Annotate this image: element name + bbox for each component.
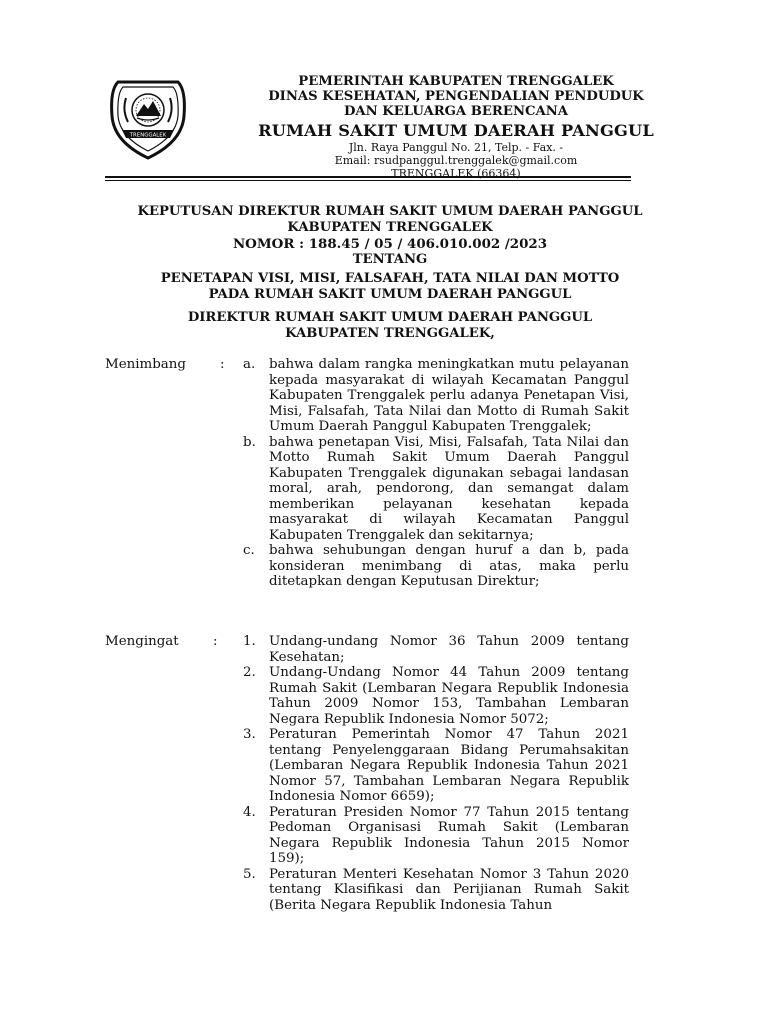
list-item-text: bahwa dalam rangka meningkatkan mutu pelayanan kepada masyarakat di wilayah Kecamatan Panggul Kabupaten Trenggalek perlu adanya Penetapan Visi, Misi, Falsafah, Tata Nilai dan Motto di Rumah Sakit Umum Daerah Panggul Kabupaten Trenggalek; xyxy=(269,357,629,434)
svg-text:TRENGGALEK: TRENGGALEK xyxy=(129,132,167,139)
list-item xyxy=(243,867,629,914)
decree-title-line2: KABUPATEN TRENGGALEK xyxy=(287,220,493,235)
menimbang-label: Menimbang xyxy=(105,357,186,372)
letterhead-address: Jln. Raya Panggul No. 21, Telp. - Fax. - xyxy=(348,141,564,154)
letterhead-department-cont: DAN KELUARGA BERENCANA xyxy=(343,104,569,119)
list-item-text: Peraturan Pemerintah Nomor 47 Tahun 2021 tentang Penyelenggaraan Bidang Perumahsakitan (Lembaran Negara Republik Indonesia Tahun 2021 Nomor 57, Tambahan Lembaran Negara Republik Indonesia Nomor 6659); xyxy=(269,727,629,804)
list-item-text: Undang-undang Nomor 36 Tahun 2009 tentang Kesehatan; xyxy=(269,634,629,665)
list-item-text: Peraturan Presiden Nomor 77 Tahun 2015 tentang Pedoman Organisasi Rumah Sakit (Lembaran Negara Republik Indonesia Tahun 2015 Nomor 159); xyxy=(269,804,629,866)
decree-number: NOMOR : 188.45 / 05 / 406.010.002 /2023 xyxy=(232,236,548,252)
letterhead-divider-thin xyxy=(105,180,631,181)
list-marker: 4. xyxy=(243,804,256,820)
letterhead-email: Email: rsudpanggul.trenggalek@gmail.com xyxy=(334,154,578,167)
director-heading-line1: DIREKTUR RUMAH SAKIT UMUM DAERAH PANGGUL xyxy=(187,310,593,325)
list-marker: a. xyxy=(243,357,256,372)
letterhead-city: TRENGGALEK (66364) xyxy=(391,167,521,180)
menimbang-colon: : xyxy=(220,357,225,372)
mengingat-label: Mengingat xyxy=(105,634,179,649)
director-heading xyxy=(110,310,670,342)
decree-subject-line1: PENETAPAN VISI, MISI, FALSAFAH, TATA NILAI DAN MOTTO xyxy=(160,271,620,286)
list-item-text: bahwa penetapan Visi, Misi, Falsafah, Tata Nilai dan Motto Rumah Sakit Umum Daerah Panggul Kabupaten Trenggalek digunakan sebagai landasan moral, arah, pendorong, dan semangat dalam memberikan pelayanan kesehatan kepada masyarakat di wilayah Kecamatan Panggul Kabupaten Trenggalek dan sekitarnya; xyxy=(269,434,629,543)
letterhead-divider-thick xyxy=(105,176,631,178)
list-marker: c. xyxy=(243,543,255,558)
list-item xyxy=(243,805,629,867)
list-item-text: Peraturan Menteri Kesehatan Nomor 3 Tahun 2020 tentang Klasifikasi dan Perijianan Rumah Sakit (Berita Negara Republik Indonesia Tahun xyxy=(269,866,629,913)
director-heading-line2: KABUPATEN TRENGGALEK, xyxy=(285,326,495,341)
menimbang-list xyxy=(243,357,629,590)
list-item xyxy=(243,634,629,665)
list-marker: 1. xyxy=(243,634,256,649)
decree-title xyxy=(110,204,670,303)
list-item xyxy=(243,435,629,544)
list-item-text: Undang-Undang Nomor 44 Tahun 2009 tentang Rumah Sakit (Lembaran Negara Republik Indonesia Tahun 2009 Nomor 153, Tambahan Lembaran Negara Republik Indonesia Nomor 5072; xyxy=(269,665,629,727)
list-item xyxy=(243,357,629,435)
letterhead-government: PEMERINTAH KABUPATEN TRENGGALEK xyxy=(298,74,614,89)
letterhead xyxy=(196,74,716,180)
decree-tentang: TENTANG xyxy=(352,252,428,267)
list-marker: b. xyxy=(243,434,256,450)
list-item xyxy=(243,543,629,590)
list-marker: 2. xyxy=(243,665,256,680)
mengingat-colon: : xyxy=(213,634,218,649)
decree-title-line1: KEPUTUSAN DIREKTUR RUMAH SAKIT UMUM DAERAH PANGGUL xyxy=(137,204,643,219)
list-item xyxy=(243,665,629,727)
mengingat-list xyxy=(243,634,629,913)
list-marker: 5. xyxy=(243,866,256,882)
list-item xyxy=(243,727,629,805)
letterhead-hospital-name: RUMAH SAKIT UMUM DAERAH PANGGUL xyxy=(258,121,654,140)
letterhead-department: DINAS KESEHATAN, PENGENDALIAN PENDUDUK xyxy=(268,89,644,104)
decree-subject-line2: PADA RUMAH SAKIT UMUM DAERAH PANGGUL xyxy=(208,287,572,302)
regency-emblem-logo xyxy=(106,76,190,162)
list-marker: 3. xyxy=(243,727,256,742)
list-item-text: bahwa sehubungan dengan huruf a dan b, pada konsideran menimbang di atas, maka perlu ditetapkan dengan Keputusan Direktur; xyxy=(269,543,629,589)
